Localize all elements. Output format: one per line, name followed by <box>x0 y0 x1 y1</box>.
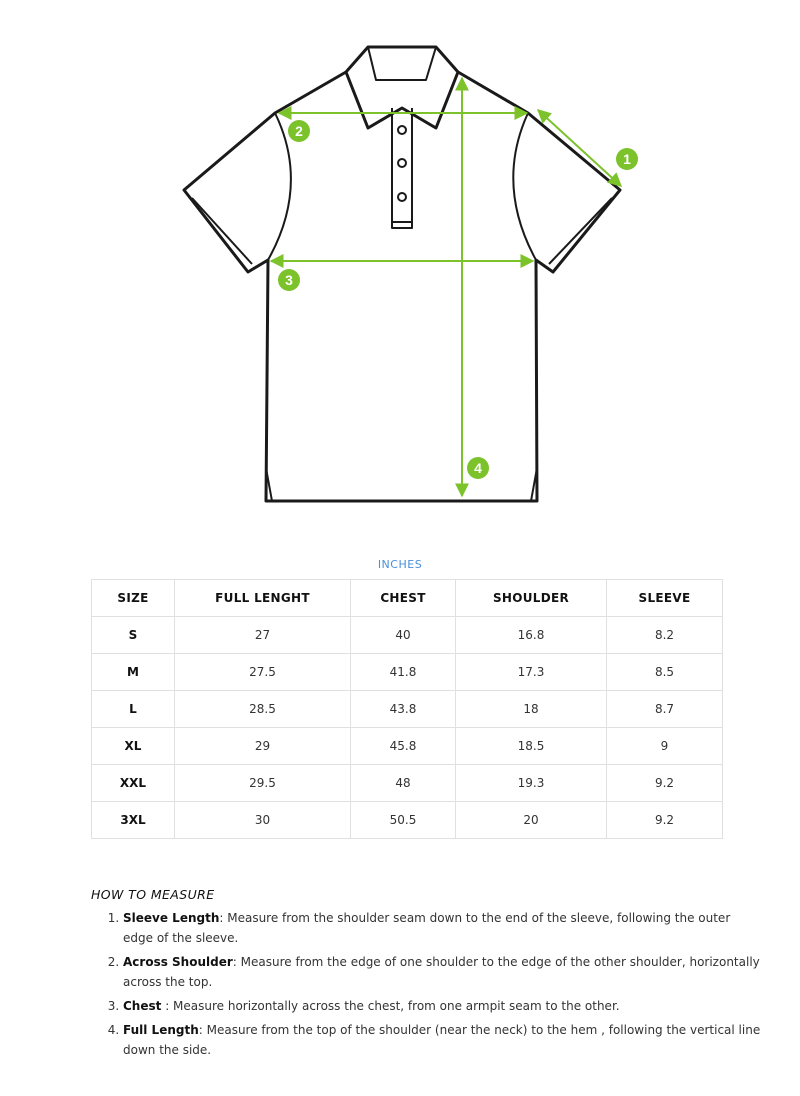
term-sleeve-length: Sleeve Length <box>123 911 220 925</box>
table-row <box>92 617 723 654</box>
full-length-cell: 29.5 <box>175 765 351 802</box>
svg-text:3: 3 <box>285 272 293 288</box>
svg-text:4: 4 <box>474 460 482 476</box>
chest-cell: 45.8 <box>351 728 456 765</box>
sleeve-cell: 8.5 <box>607 654 723 691</box>
size-chart-table <box>91 579 723 839</box>
full-length-cell: 29 <box>175 728 351 765</box>
button-icon <box>398 193 406 201</box>
svg-text:2: 2 <box>295 123 303 139</box>
list-item: 4. Full Length: Measure from the top of the shoulder (near the neck) to the hem , following the vertical line down the side. <box>123 1020 763 1060</box>
table-row <box>92 728 723 765</box>
size-cell: S <box>92 617 175 654</box>
chest-cell: 41.8 <box>351 654 456 691</box>
marker-4 <box>467 457 489 479</box>
list-item: 3. Chest : Measure horizontally across the chest, from one armpit seam to the other. <box>123 996 763 1016</box>
instruction-text: Measure from the edge of one shoulder to the edge of the other shoulder, horizontally across the top. <box>123 955 760 989</box>
shoulder-cell: 20 <box>456 802 607 839</box>
measure-lines <box>271 78 621 496</box>
shoulder-cell: 16.8 <box>456 617 607 654</box>
how-to-measure-list <box>91 908 763 1064</box>
full-length-cell: 27.5 <box>175 654 351 691</box>
sleeve-cell: 8.2 <box>607 617 723 654</box>
list-item: 1. Sleeve Length: Measure from the shoulder seam down to the end of the sleeve, following the outer edge of the sleeve. <box>123 908 763 948</box>
header-full-length: FULL LENGHT <box>175 580 351 617</box>
sleeve-measure-line <box>538 110 621 186</box>
header-sleeve: SLEEVE <box>607 580 723 617</box>
chest-cell: 40 <box>351 617 456 654</box>
table-row <box>92 654 723 691</box>
marker-2 <box>288 120 310 142</box>
marker-1 <box>616 148 638 170</box>
shirt-outline <box>184 47 620 501</box>
term-full-length: Full Length <box>123 1023 199 1037</box>
marker-3 <box>278 269 300 291</box>
table-row <box>92 765 723 802</box>
full-length-cell: 27 <box>175 617 351 654</box>
shoulder-cell: 18 <box>456 691 607 728</box>
instruction-text: Measure horizontally across the chest, from one armpit seam to the other. <box>173 999 620 1013</box>
header-shoulder: SHOULDER <box>456 580 607 617</box>
shoulder-cell: 19.3 <box>456 765 607 802</box>
shoulder-cell: 17.3 <box>456 654 607 691</box>
size-cell: XXL <box>92 765 175 802</box>
size-cell: XL <box>92 728 175 765</box>
full-length-cell: 30 <box>175 802 351 839</box>
size-cell: L <box>92 691 175 728</box>
button-icon <box>398 159 406 167</box>
size-cell: 3XL <box>92 802 175 839</box>
table-header-row <box>92 580 723 617</box>
term-chest: Chest <box>123 999 162 1013</box>
table-row <box>92 691 723 728</box>
full-length-cell: 28.5 <box>175 691 351 728</box>
units-label: INCHES <box>377 558 423 571</box>
header-size: SIZE <box>92 580 175 617</box>
chest-cell: 50.5 <box>351 802 456 839</box>
header-chest: CHEST <box>351 580 456 617</box>
sleeve-cell: 9.2 <box>607 802 723 839</box>
how-to-measure-heading: HOW TO MEASURE <box>91 887 215 902</box>
list-item: 2. Across Shoulder: Measure from the edge of one shoulder to the edge of the other shoulder, horizontally across the top. <box>123 952 763 992</box>
size-cell: M <box>92 654 175 691</box>
chest-cell: 43.8 <box>351 691 456 728</box>
instruction-text: Measure from the top of the shoulder (near the neck) to the hem , following the vertical line down the side. <box>123 1023 761 1057</box>
button-icons <box>398 126 406 201</box>
chest-cell: 48 <box>351 765 456 802</box>
term-across-shoulder: Across Shoulder <box>123 955 233 969</box>
button-icon <box>398 126 406 134</box>
shoulder-cell: 18.5 <box>456 728 607 765</box>
sleeve-cell: 9 <box>607 728 723 765</box>
polo-shirt-diagram <box>0 0 800 520</box>
instruction-text: Measure from the shoulder seam down to the end of the sleeve, following the outer edge of the sleeve. <box>123 911 731 945</box>
svg-text:1: 1 <box>623 151 631 167</box>
table-row <box>92 802 723 839</box>
sleeve-cell: 9.2 <box>607 765 723 802</box>
sleeve-cell: 8.7 <box>607 691 723 728</box>
